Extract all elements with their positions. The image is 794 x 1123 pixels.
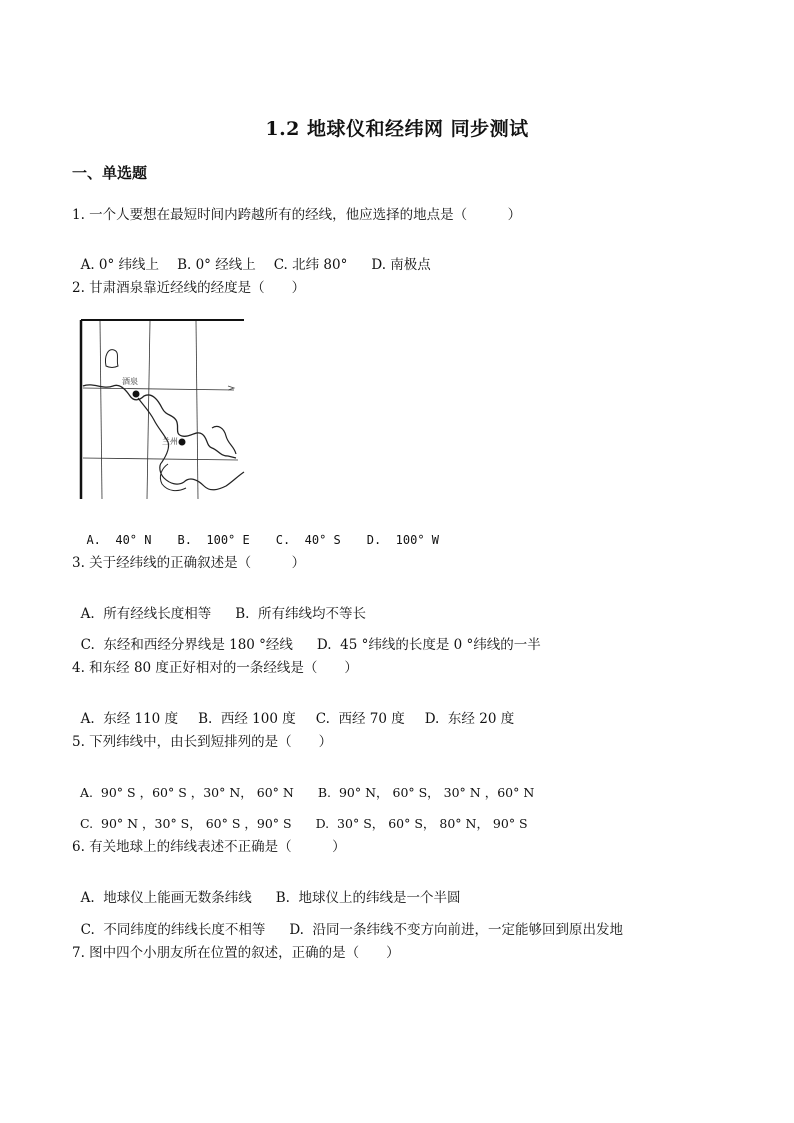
map-label-top: 酒泉 xyxy=(122,377,138,386)
question-6-options-row1 xyxy=(72,871,461,907)
q5-option-d: D. 30° S， 60° S， 80° N， 90° S xyxy=(315,816,528,831)
page-title: 1.2 地球仪和经纬网 同步测试 xyxy=(265,118,529,140)
section-heading: 一、单选题 xyxy=(72,164,148,182)
question-6-options-row2 xyxy=(72,903,623,939)
question-7-stem: 7. 图中四个小朋友所在位置的叙述，正确的是（ ） xyxy=(72,945,400,961)
question-3-stem: 3. 关于经纬线的正确叙述是（ ） xyxy=(72,555,306,571)
jiuquan-dot xyxy=(133,391,140,398)
q4-option-c: C. 西经 70 度 xyxy=(315,711,405,727)
q1-option-d: D. 南极点 xyxy=(371,257,431,273)
q1-option-b: B. 0° 经线上 xyxy=(177,257,256,273)
q6-option-b: B. 地球仪上的纬线是一个半圆 xyxy=(275,890,461,906)
q3-option-a: A. 所有经线长度相等 xyxy=(80,606,212,622)
q3-option-b: B. 所有纬线均不等长 xyxy=(235,606,367,622)
q1-option-a: A. 0° 纬线上 xyxy=(80,257,160,273)
question-1-stem: 1. 一个人要想在最短时间内跨越所有的经线，他应选择的地点是（ ） xyxy=(72,207,522,223)
q4-option-b: B. 西经 100 度 xyxy=(198,711,296,727)
q4-option-d: D. 东经 20 度 xyxy=(424,711,515,727)
map-drawing xyxy=(78,316,246,502)
q2-option-b: B. 100° E xyxy=(177,533,250,547)
question-2-stem: 2. 甘肃酒泉靠近经线的经度是（ ） xyxy=(72,280,306,296)
question-6-stem: 6. 有关地球上的纬线表述不正确是（ ） xyxy=(72,839,346,855)
q2-option-d: D. 100° W xyxy=(366,533,440,547)
question-5-stem: 5. 下列纬线中，由长到短排列的是（ ） xyxy=(72,734,333,750)
question-4-stem: 4. 和东经 80 度正好相对的一条经线是（ ） xyxy=(72,660,358,676)
map-label-mid: 兰州 xyxy=(162,437,178,446)
q3-option-c: C. 东经和西经分界线是 180 °经线 xyxy=(80,637,293,653)
q3-option-d: D. 45 °纬线的长度是 0 °纬线的一半 xyxy=(316,637,541,653)
question-4-options xyxy=(72,692,514,728)
question-2-options xyxy=(72,513,439,549)
q5-option-b: B. 90° N， 60° S， 30° N ，60° N xyxy=(317,785,535,800)
q6-option-a: A. 地球仪上能画无数条纬线 xyxy=(80,890,252,906)
q1-option-c: C. 北纬 80° xyxy=(273,257,348,273)
question-3-options-row2 xyxy=(72,618,541,654)
q2-option-c: C. 40° S xyxy=(275,533,341,547)
q2-option-a: A. 40° N xyxy=(86,533,152,547)
q5-option-a: A. 90° S ，60° S ，30° N， 60° N xyxy=(79,785,294,800)
lanzhou-dot xyxy=(179,439,186,446)
map-figure xyxy=(78,316,246,502)
q6-option-c: C. 不同纬度的纬线长度不相等 xyxy=(80,922,266,938)
q5-option-c: C. 90° N ，30° S， 60° S ，90° S xyxy=(79,816,292,831)
q4-option-a: A. 东经 110 度 xyxy=(80,711,179,727)
question-5-options-row2 xyxy=(72,797,528,833)
question-1-options xyxy=(72,238,431,274)
q6-option-d: D. 沿同一条纬线不变方向前进，一定能够回到原出发地 xyxy=(289,922,624,938)
